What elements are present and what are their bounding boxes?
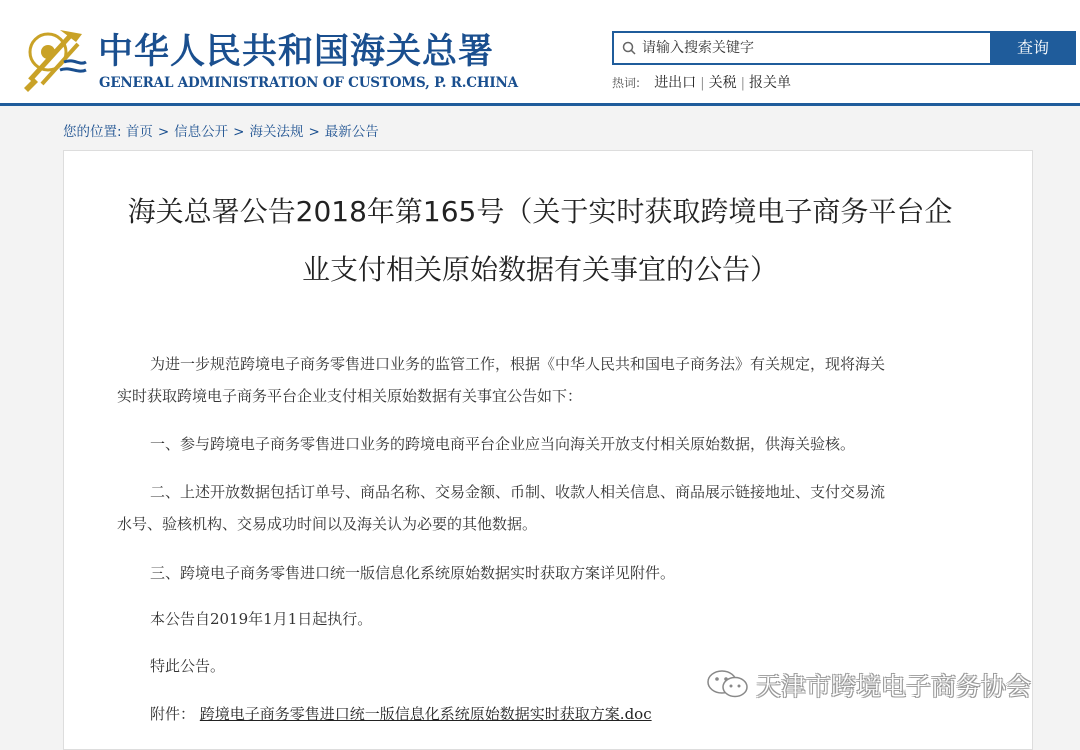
search-button[interactable]: 查询 xyxy=(990,31,1076,65)
hot-word-link[interactable]: 报关单 xyxy=(748,75,791,91)
article-paragraph: 二、上述开放数据包括订单号、商品名称、交易金额、币制、收款人相关信息、商品展示链接地址、支付交易流 xyxy=(150,483,886,501)
breadcrumb-separator: > xyxy=(233,124,245,140)
breadcrumb-link-announcements[interactable]: 最新公告 xyxy=(324,124,379,140)
breadcrumb-link-home[interactable]: 首页 xyxy=(125,124,153,140)
article-paragraph: 水号、验核机构、交易成功时间以及海关认为必要的其他数据。 xyxy=(117,515,538,533)
hot-word-separator: | xyxy=(740,76,745,91)
breadcrumb-link-info[interactable]: 信息公开 xyxy=(174,124,229,140)
search-box xyxy=(612,31,990,65)
logo-title-cn[interactable]: 中华人民共和国海关总署 xyxy=(98,31,495,72)
attachment-label: 附件： xyxy=(150,705,196,723)
hot-words-label: 热词: xyxy=(612,76,641,90)
article-title-line1: 海关总署公告2018年第165号（关于实时获取跨境电子商务平台企 xyxy=(127,195,953,228)
breadcrumb xyxy=(63,120,379,140)
hot-word-separator: | xyxy=(700,76,705,91)
search-input[interactable] xyxy=(642,33,982,63)
breadcrumb-link-regulations[interactable]: 海关法规 xyxy=(249,124,304,140)
hot-word-link[interactable]: 进出口 xyxy=(654,75,697,91)
breadcrumb-separator: > xyxy=(157,124,170,140)
site-header xyxy=(0,0,1080,106)
article-paragraph: 特此公告。 xyxy=(150,657,226,675)
hot-word-link[interactable]: 关税 xyxy=(708,75,737,91)
logo-title-en[interactable]: GENERAL ADMINISTRATION OF CUSTOMS, P. R.CHINA xyxy=(99,75,518,91)
watermark-text: 天津市跨境电子商务协会 xyxy=(756,672,1032,701)
hot-words xyxy=(612,72,791,92)
article-paragraph: 本公告自2019年1月1日起执行。 xyxy=(150,610,373,628)
attachment-row xyxy=(150,703,652,724)
article-paragraph: 实时获取跨境电子商务平台企业支付相关原始数据有关事宜公告如下： xyxy=(117,387,583,405)
article-paragraph: 三、跨境电子商务零售进口统一版信息化系统原始数据实时获取方案详见附件。 xyxy=(150,564,676,582)
attachment-link[interactable]: 跨境电子商务零售进口统一版信息化系统原始数据实时获取方案.doc xyxy=(199,705,652,723)
article-paragraph: 一、参与跨境电子商务零售进口业务的跨境电商平台企业应当向海关开放支付相关原始数据，供海关验核。 xyxy=(150,435,856,453)
customs-emblem-icon xyxy=(20,22,88,94)
breadcrumb-separator: > xyxy=(308,124,320,140)
wechat-icon xyxy=(706,669,750,699)
breadcrumb-label: 您的位置: xyxy=(63,124,122,140)
article-paragraph: 为进一步规范跨境电子商务零售进口业务的监管工作，根据《中华人民共和国电子商务法》有关规定，现将海关 xyxy=(150,355,886,373)
search-icon xyxy=(622,41,636,55)
article-title-line2: 业支付相关原始数据有关事宜的公告） xyxy=(301,253,778,286)
